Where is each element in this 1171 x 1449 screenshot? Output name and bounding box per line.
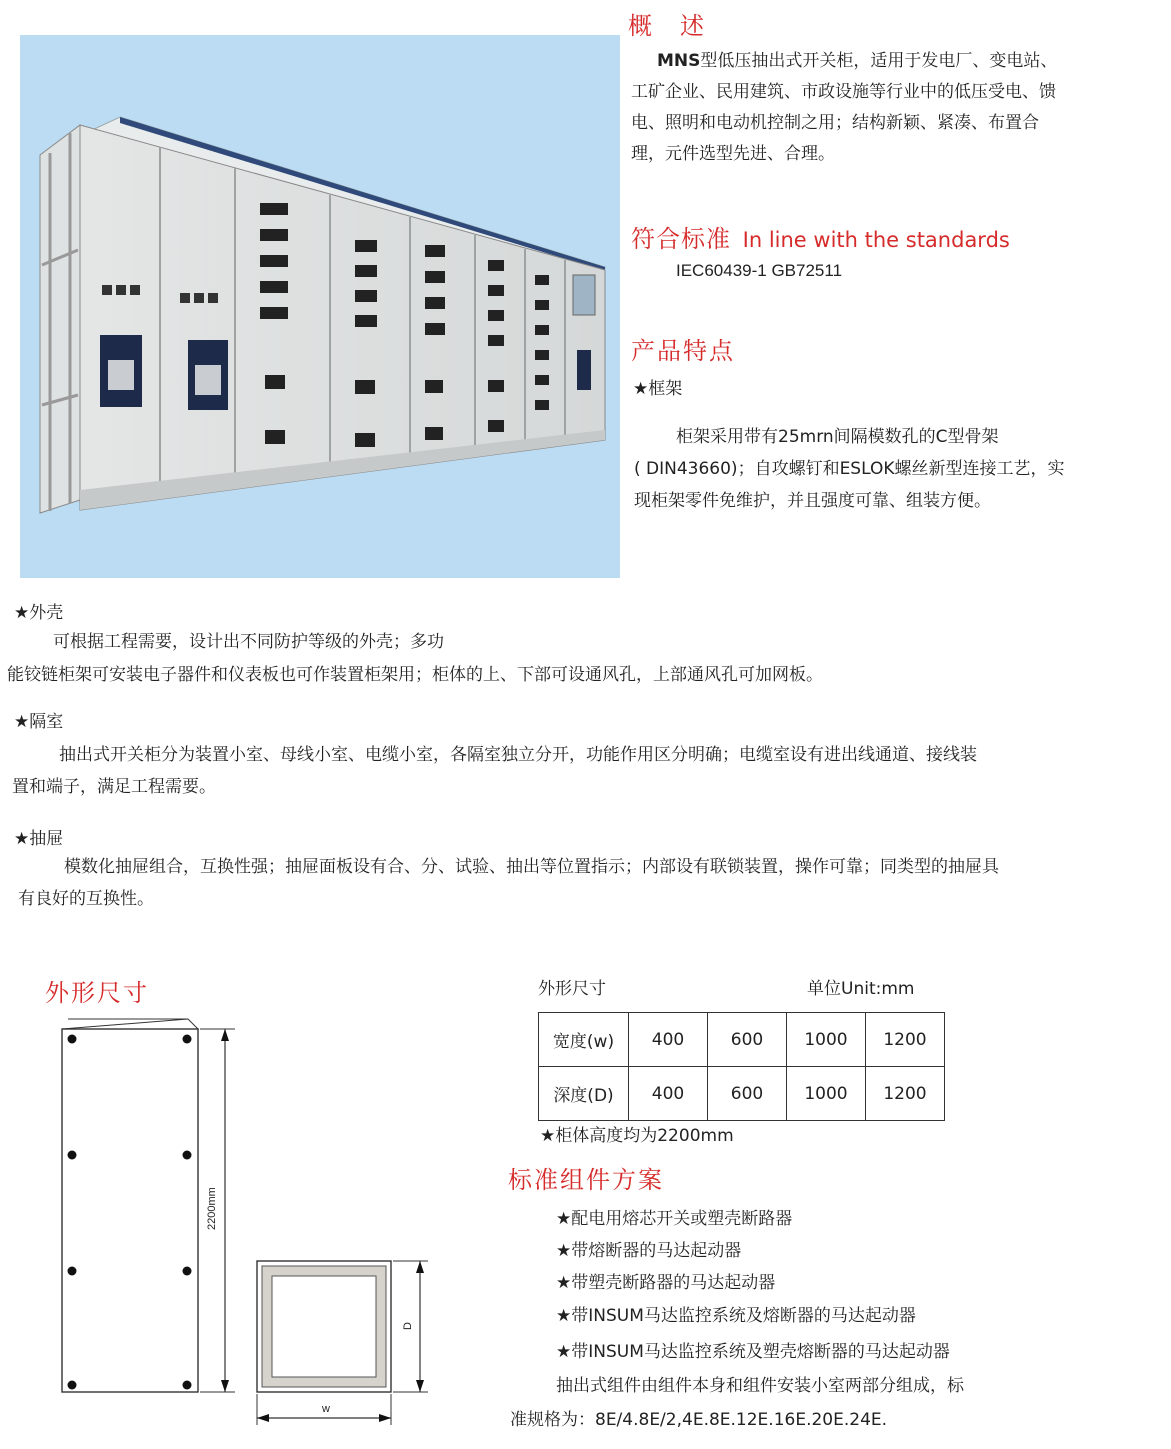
overview-line: 理，元件选型先进、合理。 — [631, 144, 835, 164]
component-item: ★带熔断器的马达起动器 — [556, 1241, 742, 1261]
component-spec-line: 抽出式组件由组件本身和组件安装小室两部分组成，标 — [556, 1376, 964, 1396]
frame-heading: ★框架 — [633, 379, 683, 399]
drawer-text — [18, 851, 1168, 915]
table-cell: 1000 — [787, 1067, 866, 1121]
dimension-drawing — [50, 1015, 450, 1435]
table-unit: 单位Unit:mm — [807, 979, 915, 999]
dimensions-table — [538, 1012, 945, 1121]
overview-line: 型低压抽出式开关柜，适用于发电厂、变电站、 — [700, 51, 1058, 71]
shell-line: 能铰链柜架可安装电子器件和仪表板也可作装置柜架用；柜体的上、下部可设通风孔，上部通风孔可加网板。 — [7, 665, 823, 685]
row-label: 深度(D) — [539, 1067, 629, 1121]
drawer-line: 有良好的互换性。 — [18, 889, 154, 909]
row-label: 宽度(w) — [539, 1013, 629, 1067]
overview-title: 概 述 — [628, 12, 706, 40]
cabinet-front-outline — [62, 1029, 198, 1392]
table-cell: 600 — [708, 1013, 787, 1067]
shell-heading: ★外壳 — [14, 603, 64, 623]
table-cell: 400 — [629, 1013, 708, 1067]
component-item: ★带INSUM马达监控系统及塑壳熔断器的马达起动器 — [556, 1342, 950, 1362]
width-dimension-label: w — [322, 1403, 330, 1415]
component-item: ★配电用熔芯开关或塑壳断路器 — [556, 1209, 793, 1229]
table-row — [539, 1013, 945, 1067]
drawer-heading: ★抽屉 — [14, 829, 64, 849]
table-note: ★柜体高度均为2200mm — [540, 1126, 734, 1146]
switchgear-illustration — [20, 35, 620, 578]
drawer-line: 模数化抽屉组合，互换性强；抽屉面板设有合、分、试验、抽出等位置指示；内部设有联锁装置，操作可靠；同类型的抽屉具 — [64, 857, 999, 877]
component-item: ★带塑壳断路器的马达起动器 — [556, 1273, 776, 1293]
overview-line: 电、照明和电动机控制之用；结构新颖、紧凑、布置合 — [631, 113, 1039, 133]
frame-line: ( DIN43660)；自攻螺钉和ESLOK螺丝新型连接工艺，实 — [634, 459, 1065, 479]
shell-line: 可根据工程需要，设计出不同防护等级的外壳；多功 — [53, 632, 444, 652]
overview-brand: MNS — [657, 51, 701, 71]
compartment-line: 置和端子，满足工程需要。 — [12, 777, 216, 797]
height-dimension-label: 2200mm — [206, 1187, 218, 1230]
standards-title-en: In line with the standards — [742, 228, 1010, 252]
frame-line: 现柜架零件免维护，并且强度可靠、组装方便。 — [634, 491, 991, 511]
overview-text — [631, 46, 1121, 170]
table-cell: 1200 — [866, 1013, 945, 1067]
features-title: 产品特点 — [631, 337, 735, 365]
component-spec-line: 准规格为：8E/4.8E/2,4E.8E.12E.16E.20E.24E. — [510, 1410, 888, 1430]
standards-codes: IEC60439-1 GB72511 — [676, 261, 843, 280]
table-caption: 外形尺寸 — [538, 979, 606, 999]
depth-dimension-label: D — [401, 1322, 414, 1330]
table-cell: 400 — [629, 1067, 708, 1121]
compartment-heading: ★隔室 — [14, 712, 64, 732]
frame-text — [634, 421, 1114, 517]
dimensions-title: 外形尺寸 — [45, 979, 149, 1007]
compartment-text — [12, 739, 1162, 803]
standards-title-cn: 符合标准 — [631, 225, 731, 253]
shell-text — [7, 626, 1157, 692]
frame-line: 柜架采用带有25mrn间隔模数孔的C型骨架 — [676, 427, 999, 447]
table-cell: 1200 — [866, 1067, 945, 1121]
product-photo — [20, 35, 620, 578]
table-row — [539, 1067, 945, 1121]
overview-line: 工矿企业、民用建筑、市政设施等行业中的低压受电、馈 — [631, 82, 1056, 102]
component-item: ★带INSUM马达监控系统及熔断器的马达起动器 — [556, 1306, 916, 1326]
table-cell: 1000 — [787, 1013, 866, 1067]
table-cell: 600 — [708, 1067, 787, 1121]
compartment-line: 抽出式开关柜分为装置小室、母线小室、电缆小室，各隔室独立分开，功能作用区分明确；电缆室设有进出线通道、接线装 — [59, 745, 977, 765]
components-title: 标准组件方案 — [508, 1166, 664, 1194]
standards-title — [631, 219, 1010, 254]
